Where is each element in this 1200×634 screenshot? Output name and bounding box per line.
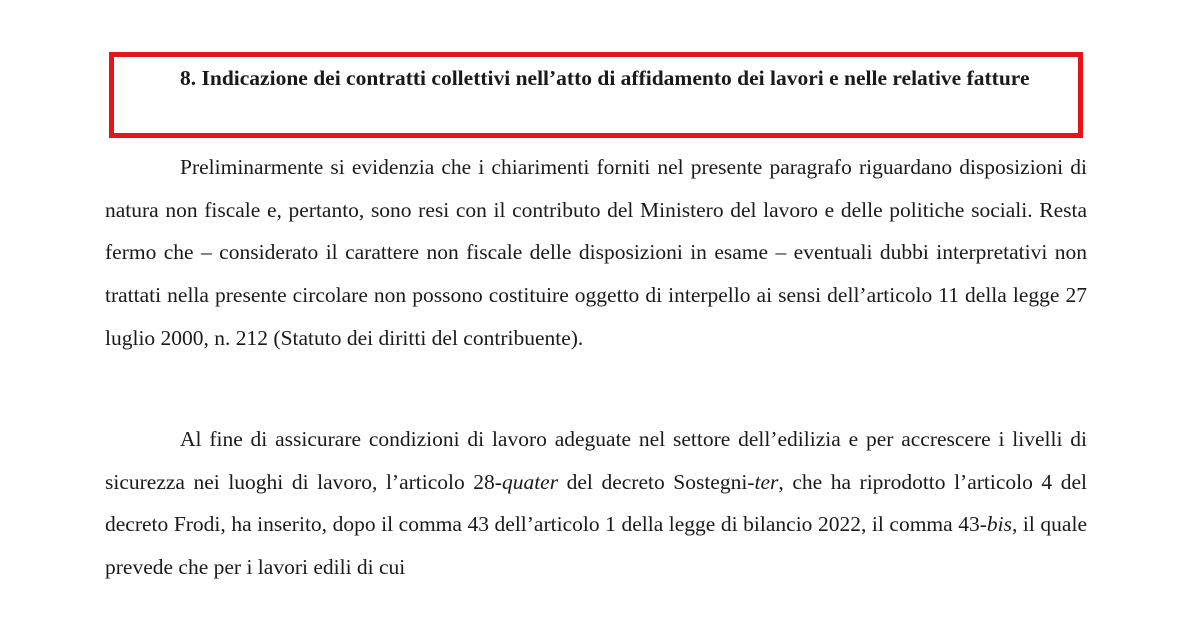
section-heading: 8. Indicazione dei contratti collettivi nell’atto di affidamento dei lavori e nelle relative fatture bbox=[180, 66, 1030, 90]
paragraph-text: , che ha riprodotto l’articolo 4 del decreto Frodi, ha inserito, dopo il comma 43 dell’articolo 1 della legge di bilancio 2022, il comma 43- bbox=[105, 469, 1087, 537]
paragraph-article-28-quater bbox=[105, 418, 1087, 589]
paragraph-text: , il quale prevede che per i lavori edili di cui bbox=[105, 512, 1087, 580]
italic-term: quater bbox=[501, 469, 559, 494]
paragraph-text: Al fine di assicurare condizioni di lavoro adeguate nel settore dell’edilizia e per accrescere i livelli di sicurezza nei luoghi di lavoro, l’articolo 28- bbox=[105, 427, 1087, 494]
italic-term: ter bbox=[754, 469, 779, 494]
italic-term: bis bbox=[986, 512, 1012, 537]
paragraph-text: del decreto Sostegni- bbox=[558, 469, 755, 494]
paragraph-preliminary: Preliminarmente si evidenzia che i chiarimenti forniti nel presente paragrafo riguardano disposizioni di natura non fiscale e, pertanto, sono resi con il contributo del Ministero del lavoro e delle politiche sociali. Resta fermo che – considerato il carattere non fiscale delle disposizioni in esame – eventuali dubbi interpretativi non trattati nella presente circolare non possono costituire oggetto di interpello ai sensi dell’articolo 11 della legge 27 luglio 2000, n. 212 (Statuto dei diritti del contribuente). bbox=[105, 155, 1087, 350]
